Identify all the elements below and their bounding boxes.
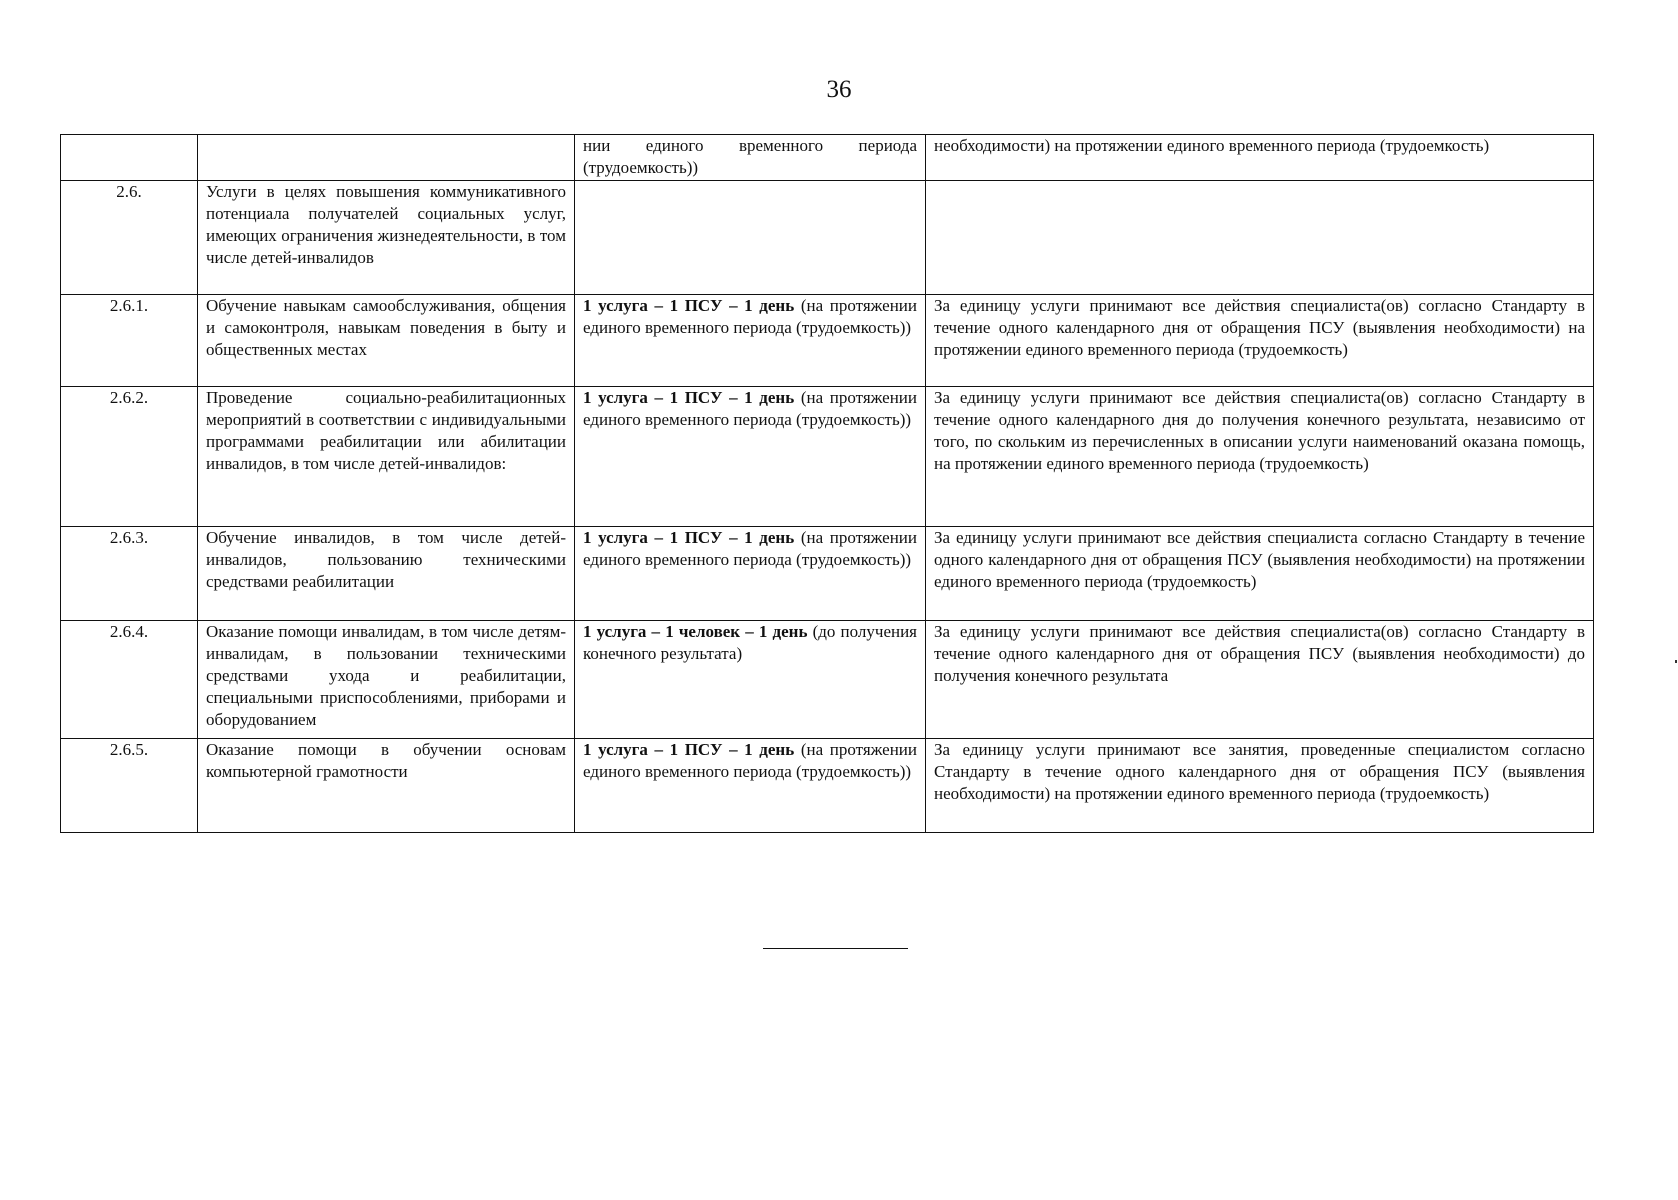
unit-note: (до получения конечного результата) bbox=[583, 622, 918, 663]
table-row bbox=[61, 527, 1594, 621]
cell-description: За единицу услуги принимают все действия специалиста(ов) согласно Стандарту в течение одного календарного дня от обращения ПСУ (выявления необходимости) до получения конечного результата bbox=[926, 621, 1594, 739]
unit-note: (на протяжении единого временного периода (трудоемкость)) bbox=[583, 528, 917, 569]
cell-service-name: Оказание помощи инвалидам, в том числе детям-инвалидам, в пользовании техническими средствами ухода и реабилитации, специальными приспособлениями, приборами и оборудованием bbox=[198, 621, 575, 739]
unit-note: (на протяжении единого временного периода (трудоемкость)) bbox=[583, 296, 917, 337]
cell-description: За единицу услуги принимают все действия специалиста согласно Стандарту в течение одного календарного дня от обращения ПСУ (выявления необходимости) на протяжении единого временного периода (трудоемкость) bbox=[926, 527, 1594, 621]
cell-description: необходимости) на протяжении единого временного периода (трудоемкость) bbox=[926, 135, 1594, 181]
cell-description: За единицу услуги принимают все действия специалиста(ов) согласно Стандарту в течение одного календарного дня до получения конечного результата, независимо от того, по скольким из перечисленных в описании услуги наименований оказана помощь, на протяжении единого временного периода (трудоемкость) bbox=[926, 387, 1594, 527]
unit-formula: 1 услуга – 1 ПСУ – 1 день bbox=[583, 740, 795, 759]
cell-unit bbox=[575, 181, 926, 295]
cell-number: 2.6. bbox=[61, 181, 198, 295]
services-table bbox=[60, 134, 1594, 833]
cell-description: За единицу услуги принимают все занятия, проведенные специалистом согласно Стандарту в течение одного календарного дня от обращения ПСУ (выявления необходимости) на протяжении единого временного периода (трудоемкость) bbox=[926, 739, 1594, 833]
cell-service-name: Услуги в целях повышения коммуникативного потенциала получателей социальных услуг, имеющих ограничения жизнедеятельности, в том числе детей-инвалидов bbox=[198, 181, 575, 295]
cell-unit bbox=[575, 739, 926, 833]
unit-formula: 1 услуга – 1 ПСУ – 1 день bbox=[583, 388, 795, 407]
scan-speck bbox=[1675, 660, 1677, 663]
cell-number: 2.6.1. bbox=[61, 295, 198, 387]
table-row bbox=[61, 621, 1594, 739]
page-number: 36 bbox=[826, 76, 852, 103]
cell-service-name: Оказание помощи в обучении основам компьютерной грамотности bbox=[198, 739, 575, 833]
cell-service-name: Обучение навыкам самообслуживания, общения и самоконтроля, навыкам поведения в быту и общественных местах bbox=[198, 295, 575, 387]
table-row bbox=[61, 295, 1594, 387]
unit-note: (на протяжении единого временного периода (трудоемкость)) bbox=[583, 388, 917, 429]
unit-formula: 1 услуга – 1 человек – 1 день bbox=[583, 622, 808, 641]
unit-formula: 1 услуга – 1 ПСУ – 1 день bbox=[583, 528, 795, 547]
cell-unit bbox=[575, 527, 926, 621]
cell-service-name: Обучение инвалидов, в том числе детей-инвалидов, пользованию техническими средствами реабилитации bbox=[198, 527, 575, 621]
table-row bbox=[61, 739, 1594, 833]
end-separator-line bbox=[763, 948, 908, 949]
table-row bbox=[61, 387, 1594, 527]
table-row-continuation bbox=[61, 135, 1594, 181]
cell-number bbox=[61, 135, 198, 181]
cell-unit bbox=[575, 387, 926, 527]
cell-service-name bbox=[198, 135, 575, 181]
unit-note: (на протяжении единого временного периода (трудоемкость)) bbox=[583, 740, 917, 781]
cell-unit bbox=[575, 621, 926, 739]
cell-unit: нии единого временного периода (трудоемкость)) bbox=[575, 135, 926, 181]
cell-number: 2.6.5. bbox=[61, 739, 198, 833]
table-row bbox=[61, 181, 1594, 295]
cell-number: 2.6.4. bbox=[61, 621, 198, 739]
unit-formula: 1 услуга – 1 ПСУ – 1 день bbox=[583, 296, 795, 315]
cell-service-name: Проведение социально-реабилитационных мероприятий в соответствии с индивидуальными программами реабилитации или абилитации инвалидов, в том числе детей-инвалидов: bbox=[198, 387, 575, 527]
cell-number: 2.6.3. bbox=[61, 527, 198, 621]
cell-description: За единицу услуги принимают все действия специалиста(ов) согласно Стандарту в течение одного календарного дня от обращения ПСУ (выявления необходимости) на протяжении единого временного периода (трудоемкость) bbox=[926, 295, 1594, 387]
cell-number: 2.6.2. bbox=[61, 387, 198, 527]
cell-unit bbox=[575, 295, 926, 387]
cell-description bbox=[926, 181, 1594, 295]
